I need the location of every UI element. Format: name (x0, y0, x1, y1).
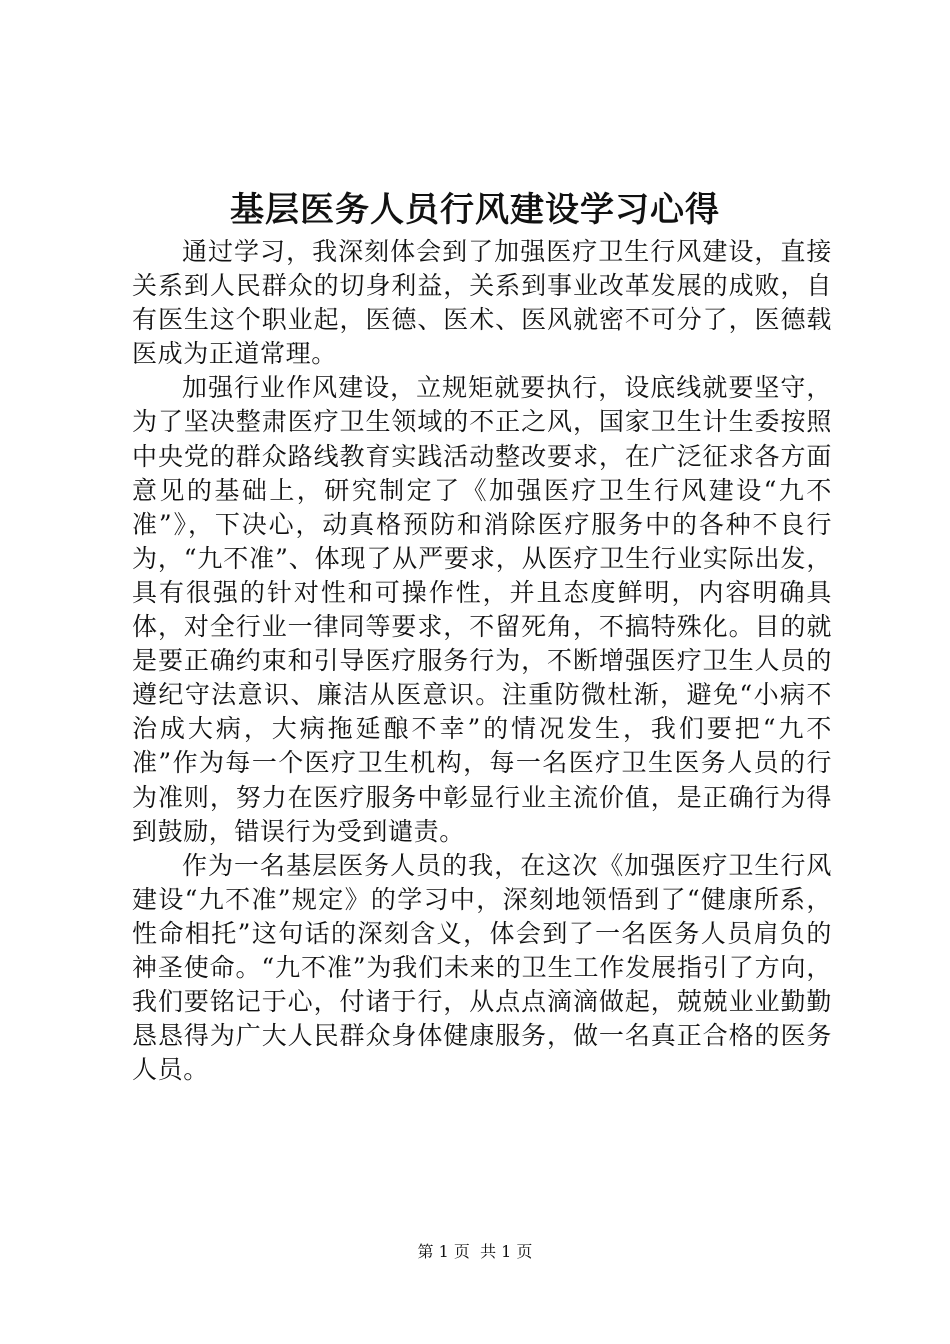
document-title: 基层医务人员行风建设学习心得 (230, 190, 720, 230)
paragraph-3: 作为一名基层医务人员的我，在这次《加强医疗卫生行风建设“九不准”规定》的学习中，深刻地领悟到了“健康所系，性命相托”这句话的深刻含义，体会到了一名医务人员肩负的神圣使命。“九不准”为我们未来的卫生工作发展指引了方向，我们要铭记于心，付诸于行，从点点滴滴做起，兢兢业业勤勤恳恳得为广大人民群众身体健康服务，做一名真正合格的医务人员。 (132, 850, 832, 1085)
paragraph-2: 加强行业作风建设，立规矩就要执行，设底线就要坚守，为了坚决整肃医疗卫生领域的不正之风，国家卫生计生委按照中央党的群众路线教育实践活动整改要求，在广泛征求各方面意见的基础上，研究制定了《加强医疗卫生行风建设“九不准”》，下决心，动真格预防和消除医疗服务中的各种不良行为，“九不准”、体现了从严要求，从医疗卫生行业实际出发，具有很强的针对性和可操作性，并且态度鲜明，内容明确具体，对全行业一律同等要求，不留死角，不搞特殊化。目的就是要正确约束和引导医疗服务行为，不断增强医疗卫生人员的遵纪守法意识、廉洁从医意识。注重防微杜渐，避免“小病不治成大病，大病拖延酿不幸”的情况发生，我们要把“九不准”作为每一个医疗卫生机构，每一名医疗卫生医务人员的行为准则，努力在医疗服务中彰显行业主流价值，是正确行为得到鼓励，错误行为受到谴责。 (132, 373, 832, 846)
paragraph-1: 通过学习，我深刻体会到了加强医疗卫生行风建设，直接关系到人民群众的切身利益，关系到事业改革发展的成败，自有医生这个职业起，医德、医术、医风就密不可分了，医德载医成为正道常理。 (132, 237, 832, 369)
page-number-label: 第 1 页 共 1 页 (417, 1242, 533, 1261)
document-body (132, 235, 832, 1087)
page-footer (0, 1240, 950, 1264)
